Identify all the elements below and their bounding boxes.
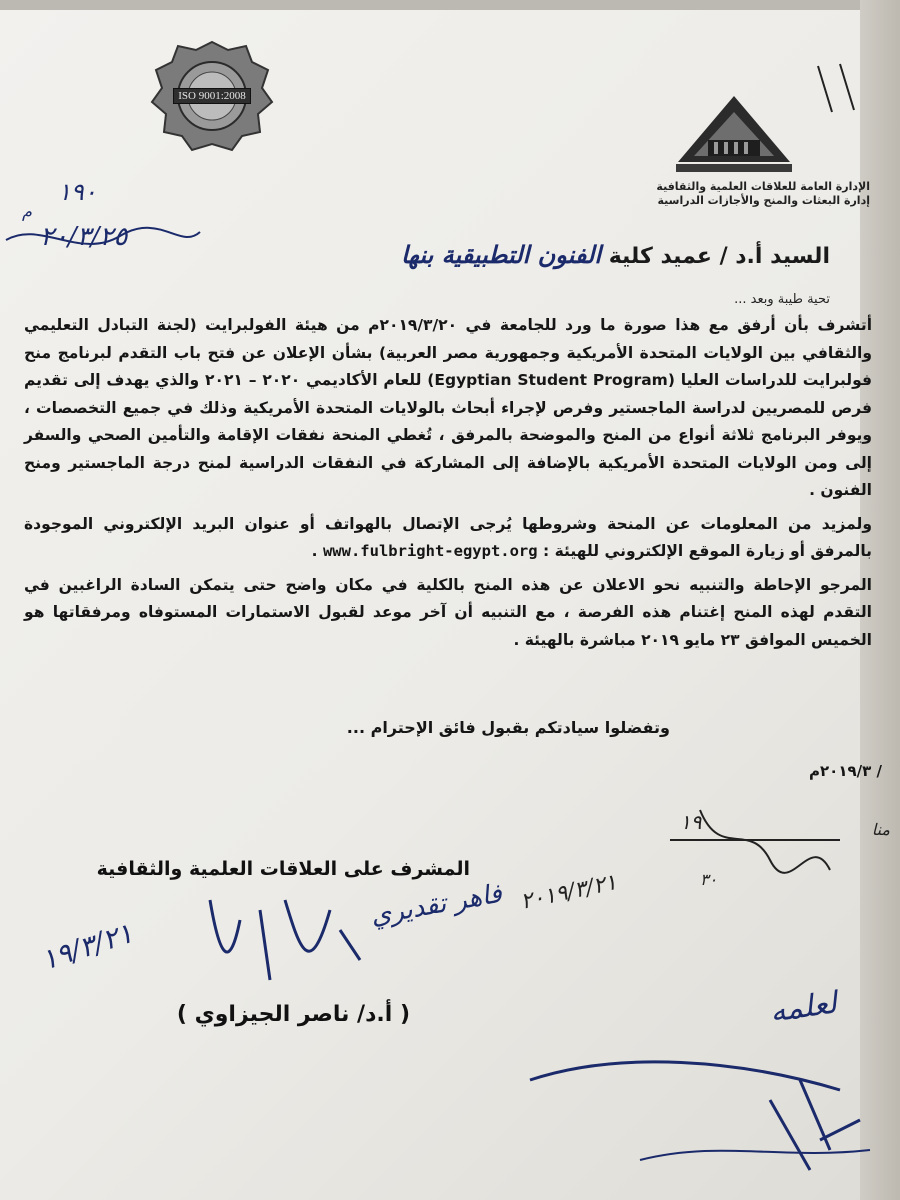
- addressee-handwritten: الفنون التطبيقية بنها: [400, 240, 602, 269]
- addressee-printed: السيد أ.د / عميد كلية: [608, 244, 830, 269]
- signature-note: فاهر تقديري: [368, 878, 505, 932]
- main-signature: [190, 880, 370, 990]
- greeting: تحية طيبة وبعد ...: [734, 292, 830, 307]
- signer-name: ( أ.د/ ناصر الجيزاوي ): [176, 1002, 410, 1027]
- signer-title: المشرف على العلاقات العلمية والثقافية: [96, 858, 470, 880]
- paper-top-edge: [0, 0, 900, 10]
- paragraph-1: أتشرف بأن أرفق مع هذا صورة ما ورد للجامعة في ٢٠١٩/٣/٢٠م من هيئة الفولبرايت (لجنة التبادل التعليمي والثقافي بين الولايات المتحدة الأمريكية وجمهورية مصر العربية) بشأن الإعلان عن فتح باب التقدم لبرنامج منح فولبرايت للدراسات العليا (Egyptian Student Program) للعام الأكاديمي ٢٠٢٠ – ٢٠٢١ والذي يهدف إلى تقديم فرص للمصريين لدراسة الماجستير وفرص لإجراء أبحاث بالولايات المتحدة الأمريكية وذلك في جميع التخصصات ، ويوفر البرنامج ثلاثة أنواع من المنح والموضحة بالمرفق ، تُغطي المنحة نفقات الإقامة والتأمين الصحي والسفر إلى ومن الولايات المتحدة الأمريكية بالإضافة إلى المشاركة في النفقات الدراسية لمنح درجة الماجستير ومنح الفنون .: [24, 316, 873, 499]
- website-link[interactable]: www.fulbright-egypt.org: [322, 542, 538, 560]
- handwritten-number-right-2: ٣٠: [700, 870, 718, 889]
- handwritten-number: ١٩٠: [58, 178, 97, 206]
- closing: وتفضلوا سيادتكم بقبول فائق الإحترام ...: [346, 718, 670, 737]
- signature-date-mid: ٢٠١٩/٣/٢١: [518, 870, 620, 915]
- handwriting-stroke: [0, 210, 210, 270]
- seal-label: [148, 40, 276, 152]
- handwritten-suffix: م: [22, 202, 32, 221]
- check-marks: [810, 60, 870, 120]
- letter-body: [24, 312, 872, 654]
- handwritten-date: ٢٠/٣/٢٥: [40, 222, 128, 252]
- org-line-1: الإدارة العامة للعلاقات العلمية والثقافية: [656, 180, 870, 193]
- building-logo-icon: [674, 92, 794, 178]
- bottom-strokes: [520, 1040, 880, 1190]
- addressee-line: [401, 240, 830, 269]
- handwritten-number-right: ١٩: [680, 810, 702, 834]
- university-logo: [674, 92, 794, 178]
- margin-note: لعلمه: [767, 985, 840, 1030]
- iso-seal: [148, 40, 276, 152]
- paragraph-3: المرجو الإحاطة والتنبيه نحو الاعلان عن هذه المنح بالكلية في مكان واضح حتى يتمكن السادة الراغبين في التقدم لهذه المنح إغتنام هذه الفرصة ، مع التنبيه أن آخر موعد لقبول الاستمارات المستوفاه ومرفقاتها هو الخميس الموافق ٢٣ مايو ٢٠١٩ مباشرة بالهيئة .: [24, 575, 872, 649]
- org-line-2: إدارة البعثات والمنح والأجازات الدراسية: [657, 194, 870, 207]
- organization-header: [656, 180, 870, 208]
- signature-date-left: ١٩/٣/٢١: [37, 916, 137, 977]
- letter-date: / ٢٠١٩/٣م: [809, 762, 882, 780]
- paragraph-2-text: ولمزيد من المعلومات عن المنحة وشروطها يُرجى الإتصال بالهواتف أو عنوان البريد الإلكتروني الموجودة بالمرفق أو زيارة الموقع الإلكتروني للهيئة :: [24, 514, 872, 560]
- seal-text: ISO 9001:2008: [173, 88, 251, 104]
- margin-mark: منا: [871, 820, 890, 839]
- paragraph-2: ولمزيد من المعلومات عن المنحة وشروطها يُرجى الإتصال بالهواتف أو عنوان البريد الإلكتروني الموجودة بالمرفق أو زيارة الموقع الإلكتروني للهيئة : www.fulbright-egypt.org .: [24, 514, 872, 560]
